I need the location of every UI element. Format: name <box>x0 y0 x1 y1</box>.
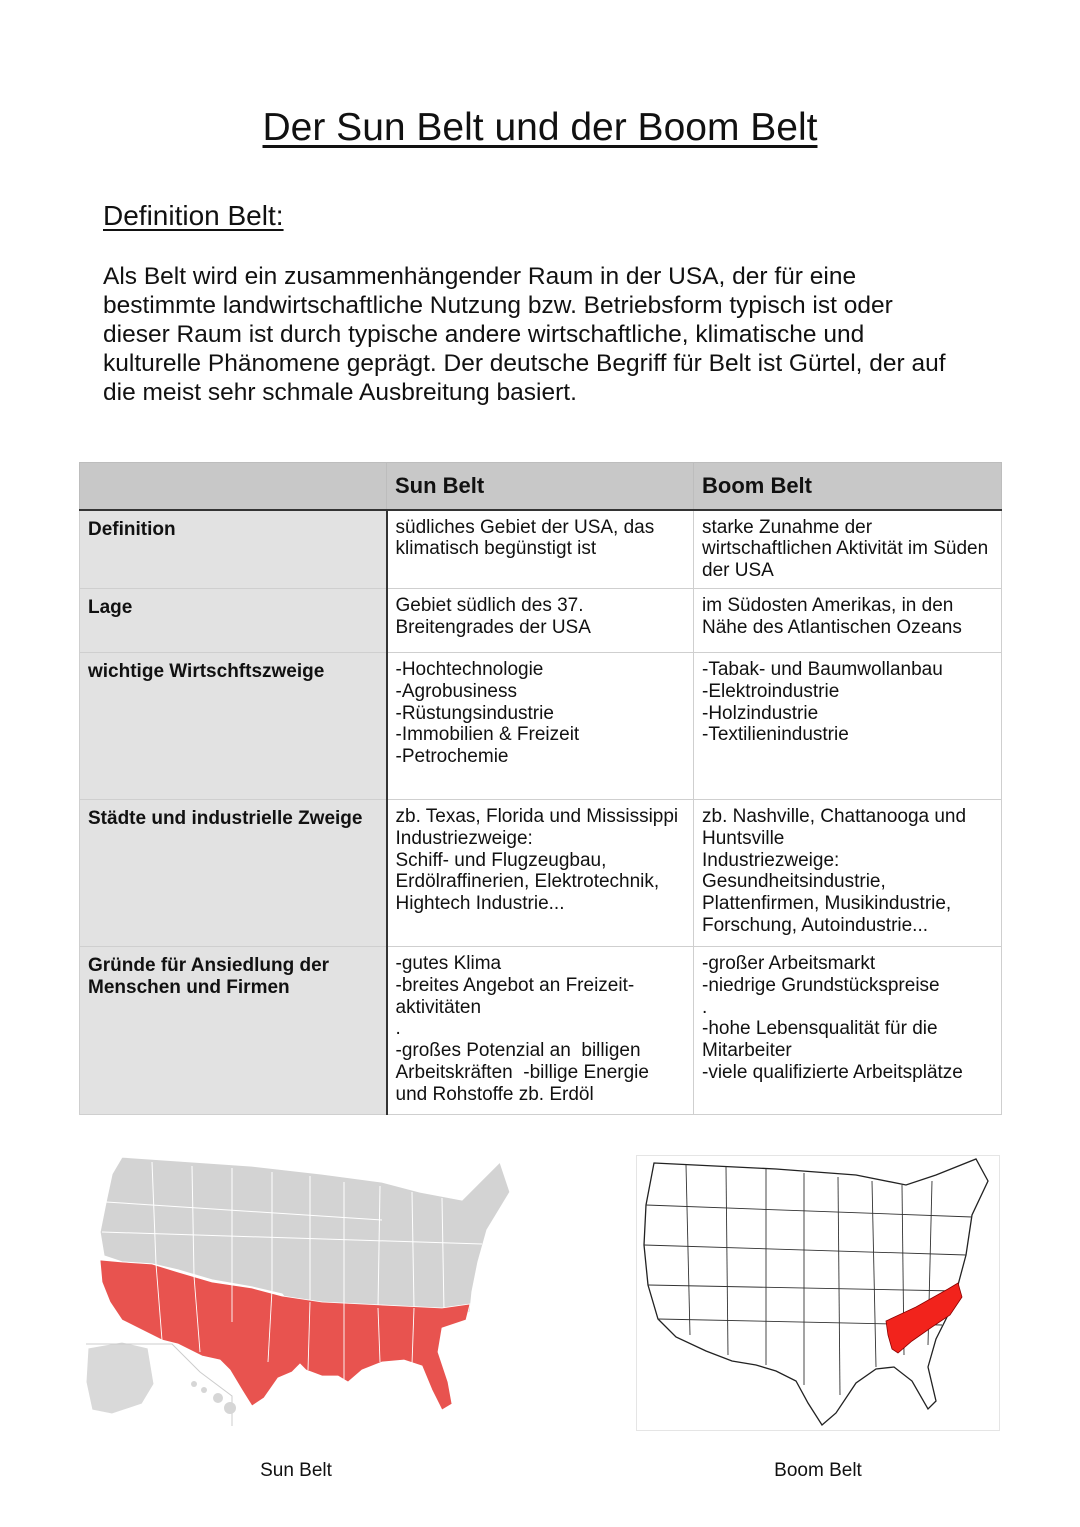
boom-cell-line: -Textilienindustrie <box>702 724 849 746</box>
boom-cell-line: -Holzindustrie <box>702 702 819 724</box>
boom-belt-map <box>636 1155 1000 1431</box>
header-boom-belt: Boom Belt <box>694 463 1002 510</box>
sun-cell-line: Gebiet südlich des 37. Breitengrades der USA <box>395 595 591 638</box>
boom-cell-line: . <box>702 996 708 1018</box>
table-row <box>80 653 1002 800</box>
boom-belt-caption: Boom Belt <box>774 1460 862 1481</box>
boom-cell-line: zb. Nashville, Chattanooga und Huntsville <box>702 806 972 849</box>
table-header-row <box>80 463 1002 510</box>
boom-belt-cell <box>694 947 1002 1115</box>
boom-belt-cell <box>694 800 1002 947</box>
sun-cell-line: -Immobilien & Freizeit <box>395 724 580 746</box>
sun-cell-line: südliches Gebiet der USA, das klimatisch begünstigt ist <box>395 516 660 560</box>
table-row <box>80 510 1002 589</box>
sun-cell-line: -Petrochemie <box>395 746 509 768</box>
sun-cell-line: Schiff- und Flugzeugbau, Erdölraffinerien, Elektrotechnik, Hightech Industrie... <box>395 849 665 915</box>
boom-belt-cell <box>694 653 1002 800</box>
table-row <box>80 947 1002 1115</box>
boom-cell-line: -niedrige Grundstückspreise <box>702 974 940 996</box>
sun-cell-line: zb. Texas, Florida und Mississippi <box>395 806 679 827</box>
definition-heading: Definition Belt: <box>103 200 284 231</box>
boom-belt-cell <box>694 510 1002 589</box>
sun-cell-line: Industriezweige: <box>395 827 533 849</box>
boom-belt-cell <box>694 589 1002 653</box>
sun-cell-line: -großes Potenzial an billigen Arbeitskräften -billige Energie und Rohstoffe zb. Erdöl <box>395 1040 655 1105</box>
sun-cell-line: -Agrobusiness <box>395 680 517 702</box>
row-label: Definition <box>80 510 387 589</box>
sun-cell-line: . <box>395 1018 401 1040</box>
header-sun-belt: Sun Belt <box>387 463 694 510</box>
boom-cell-line: Gesundheitsindustrie, Plattenfirmen, Musikindustrie, Forschung, Autoindustrie... <box>702 871 957 936</box>
sun-cell-line: -breites Angebot an Freizeit-aktivitäten <box>395 974 635 1018</box>
row-label: Lage <box>80 589 387 653</box>
sun-belt-cell <box>387 653 694 800</box>
page-title: Der Sun Belt und der Boom Belt <box>262 106 818 149</box>
sun-belt-cell <box>387 510 694 589</box>
sun-cell-line: -gutes Klima <box>395 953 502 974</box>
boom-cell-line: -Tabak- und Baumwollanbau <box>702 659 943 680</box>
boom-cell-line: -Elektroindustrie <box>702 680 840 702</box>
table-row <box>80 589 1002 653</box>
sun-cell-line: -Rüstungsindustrie <box>395 702 554 724</box>
boom-cell-line: im Südosten Amerikas, in den Nähe des Atlantischen Ozeans <box>702 595 962 638</box>
boom-cell-line: Industriezweige: <box>702 849 840 871</box>
table-row <box>80 800 1002 947</box>
boom-cell-line: starke Zunahme der wirtschaftlichen Aktivität im Süden der USA <box>702 516 994 582</box>
sun-belt-map <box>82 1152 514 1430</box>
sun-belt-cell <box>387 800 694 947</box>
row-label: wichtige Wirtschftszweige <box>80 653 387 800</box>
alaska-shape <box>86 1342 154 1414</box>
row-label: Städte und industrielle Zweige <box>80 800 387 947</box>
header-empty <box>80 463 387 510</box>
row-label: Gründe für Ansiedlung der Menschen und Firmen <box>80 947 387 1115</box>
boom-cell-line: -hohe Lebensqualität für die Mitarbeiter <box>702 1018 943 1062</box>
sun-cell-line: -Hochtechnologie <box>395 659 544 680</box>
definition-text: Als Belt wird ein zusammenhängender Raum in der USA, der für eine bestimmte landwirtschaftliche Nutzung bzw. Betriebsform typisch ist oder dieser Raum ist durch typische andere wirtschaftliche, klimatische und kulturelle Phänomene geprägt. Der deutsche Begriff für Belt ist Gürtel, der auf die meist sehr schmale Ausbreitung basiert. <box>103 263 946 406</box>
hawaii-islands <box>191 1381 236 1414</box>
sun-belt-cell <box>387 589 694 653</box>
comparison-table <box>79 462 1002 1115</box>
sun-belt-cell <box>387 947 694 1115</box>
boom-cell-line: -viele qualifizierte Arbeitsplätze <box>702 1061 963 1083</box>
sun-belt-caption: Sun Belt <box>260 1460 332 1481</box>
boom-cell-line: -großer Arbeitsmarkt <box>702 953 876 974</box>
